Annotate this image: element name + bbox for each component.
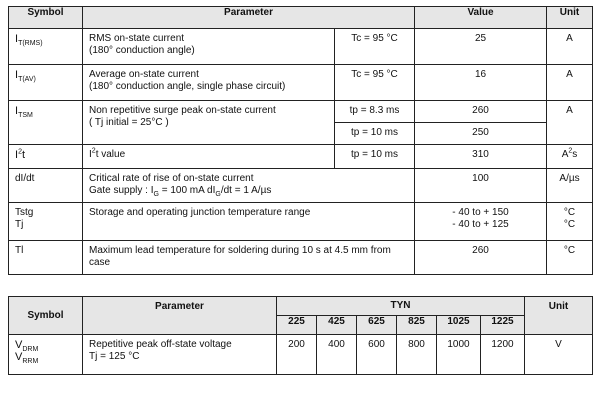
parameter-cell — [83, 145, 335, 169]
unit-superscript: 2 — [568, 147, 573, 155]
value-cell: 25 — [415, 29, 547, 65]
symbol-cell — [9, 65, 83, 101]
type-header: 1025 — [437, 316, 481, 335]
unit-header: Unit — [547, 7, 593, 29]
note-subscript: G — [153, 191, 159, 198]
unit-line: °C — [563, 219, 576, 230]
symbol-main: I — [15, 149, 19, 161]
symbol-cell — [9, 29, 83, 65]
table-row — [9, 335, 593, 375]
note-subscript: G — [215, 191, 221, 198]
unit-tail: s — [572, 149, 578, 160]
table-row — [9, 203, 593, 241]
voltage-ratings-table — [8, 296, 593, 375]
unit-cell — [547, 145, 593, 169]
parameter-note: (180° conduction angle, single phase circuit) — [89, 81, 286, 92]
symbol-main: V — [15, 339, 23, 351]
unit-cell: °C — [547, 241, 593, 275]
parameter-cell — [83, 65, 335, 101]
unit-cell: V — [525, 335, 593, 375]
value-cell: 310 — [415, 145, 547, 169]
header-row — [9, 7, 593, 29]
note-part: /dt = 1 A/µs — [220, 185, 272, 196]
absolute-ratings-table — [8, 6, 593, 275]
condition-cell: tp = 10 ms — [335, 123, 415, 145]
parameter-cell — [83, 169, 415, 203]
symbol-subscript: T(RMS) — [18, 40, 43, 48]
value-cell: 250 — [415, 123, 547, 145]
symbol-cell — [9, 145, 83, 169]
unit-main: A — [561, 149, 569, 160]
parameter-text: RMS on-state current — [89, 33, 185, 44]
value-cell: 1000 — [437, 335, 481, 375]
parameter-text: Critical rate of rise of on-state current — [89, 173, 254, 184]
condition-cell: tp = 8.3 ms — [335, 101, 415, 123]
value-cell: 260 — [415, 241, 547, 275]
symbol-line: Tj — [15, 219, 24, 230]
value-cell: 200 — [277, 335, 317, 375]
note-part: Gate supply : I — [89, 185, 154, 196]
symbol-tail: t — [21, 149, 26, 161]
symbol-header: Symbol — [9, 297, 83, 335]
parameter-cell: Storage and operating junction temperature range — [83, 203, 415, 241]
symbol-subscript: TSM — [18, 112, 33, 120]
unit-cell — [547, 203, 593, 241]
parameter-tail: t value — [95, 149, 126, 160]
type-header: 1225 — [481, 316, 525, 335]
table-row — [9, 65, 593, 101]
value-line: - 40 to + 150 — [452, 207, 509, 218]
unit-line: °C — [563, 207, 576, 218]
symbol-superscript: 2 — [18, 148, 22, 156]
value-cell: 260 — [415, 101, 547, 123]
value-cell: 800 — [397, 335, 437, 375]
note-part: = 100 mA dI — [158, 185, 216, 196]
symbol-cell — [9, 203, 83, 241]
symbol-cell — [9, 335, 83, 375]
symbol-subscript: RRM — [22, 358, 39, 366]
value-cell: 600 — [357, 335, 397, 375]
parameter-note: ( Tj initial = 25°C ) — [89, 117, 169, 128]
value-cell: 400 — [317, 335, 357, 375]
unit-cell: A — [547, 65, 593, 101]
parameter-cell — [83, 335, 277, 375]
value-cell: 1200 — [481, 335, 525, 375]
type-header: 625 — [357, 316, 397, 335]
type-group-header: TYN — [277, 297, 525, 316]
symbol-main: I — [15, 105, 19, 117]
parameter-header: Parameter — [83, 297, 277, 335]
condition-cell: Tc = 95 °C — [335, 29, 415, 65]
symbol-line: Tstg — [15, 207, 34, 218]
type-header: 825 — [397, 316, 437, 335]
value-cell: 16 — [415, 65, 547, 101]
condition-cell: Tc = 95 °C — [335, 65, 415, 101]
parameter-cell — [83, 29, 335, 65]
table-row — [9, 29, 593, 65]
symbol-subscript: T(AV) — [18, 76, 36, 84]
symbol-main: V — [15, 351, 23, 363]
symbol-cell: Tl — [9, 241, 83, 275]
value-cell — [415, 203, 547, 241]
symbol-subscript: DRM — [22, 346, 39, 354]
symbol-header: Symbol — [9, 7, 83, 29]
symbol-line — [15, 351, 82, 366]
symbol-main: I — [15, 33, 19, 45]
table-row — [9, 145, 593, 169]
unit-cell: A — [547, 29, 593, 65]
parameter-note — [89, 185, 414, 197]
value-header: Value — [415, 7, 547, 29]
symbol-cell: dI/dt — [9, 169, 83, 203]
unit-cell: A/µs — [547, 169, 593, 203]
parameter-text: Repetitive peak off-state voltage — [89, 339, 232, 350]
parameter-text: Average on-state current — [89, 69, 199, 80]
parameter-note: Tj = 125 °C — [89, 351, 140, 362]
symbol-cell — [9, 101, 83, 145]
table-row — [9, 241, 593, 275]
condition-cell: tp = 10 ms — [335, 145, 415, 169]
parameter-main: I — [89, 149, 92, 160]
symbol-main: I — [15, 69, 19, 81]
symbol-line — [15, 339, 82, 354]
type-header: 425 — [317, 316, 357, 335]
table-row — [9, 169, 593, 203]
type-header: 225 — [277, 316, 317, 335]
parameter-text: Non repetitive surge peak on-state current — [89, 105, 276, 116]
parameter-note: (180° conduction angle) — [89, 45, 195, 56]
parameter-cell — [83, 101, 335, 145]
table-row — [9, 101, 593, 123]
header-row — [9, 297, 593, 316]
unit-header: Unit — [525, 297, 593, 335]
parameter-superscript: 2 — [91, 147, 96, 155]
unit-cell: A — [547, 101, 593, 145]
value-cell: 100 — [415, 169, 547, 203]
parameter-cell: Maximum lead temperature for soldering during 10 s at 4.5 mm from case — [83, 241, 415, 275]
parameter-header: Parameter — [83, 7, 415, 29]
value-line: - 40 to + 125 — [452, 219, 509, 230]
